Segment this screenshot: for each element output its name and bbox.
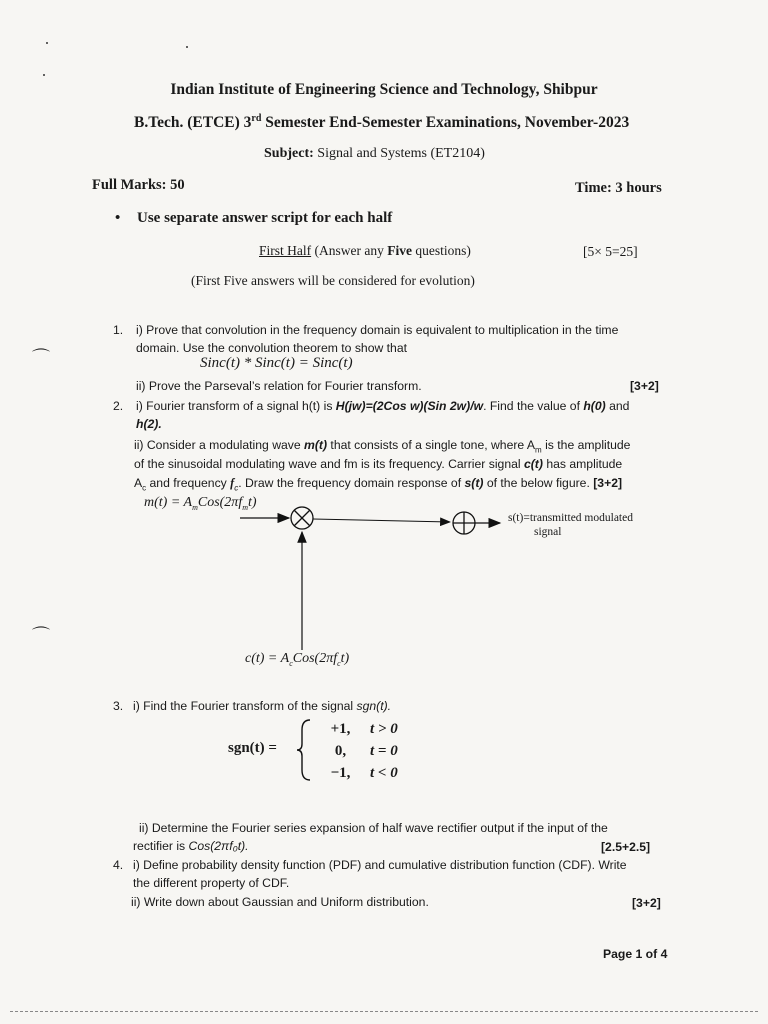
sgn-case-row: −1, t < 0 — [330, 765, 398, 781]
q4-line1: i) Define probability density function (PDF) and cumulative distribution function (CDF). Write — [133, 858, 627, 872]
q2-line2: h(2). — [136, 417, 162, 431]
q3-line2: ii) Determine the Fourier series expansion of half wave rectifier output if the input of the — [139, 821, 608, 835]
q3-number: 3. — [113, 699, 124, 713]
q3-line3: rectifier is Cos(2πf₀t). — [133, 839, 249, 853]
institute-title: Indian Institute of Engineering Science and Technology, Shibpur — [170, 81, 598, 98]
q1-marks: [3+2] — [630, 379, 659, 393]
q2-line3: ii) Consider a modulating wave m(t) that consists of a single tone, where $A_m$ is the amplitude — [134, 438, 631, 455]
first-five-note: (First Five answers will be considered for evolution) — [191, 273, 475, 288]
subject-line: Subject: Signal and Systems (ET2104) — [264, 146, 485, 161]
page-bottom-edge — [10, 1011, 758, 1012]
q2-line1: i) Fourier transform of a signal h(t) is H(jw)=(2Cos w)(Sin 2w)/w. Find the value of h(0) and — [136, 399, 630, 413]
margin-mark: ⌒ — [32, 348, 50, 368]
q1-number: 1. — [113, 323, 124, 337]
q4-line3: ii) Write down about Gaussian and Uniform distribution. — [131, 895, 429, 909]
instruction-bullet: • Use separate answer script for each half — [115, 210, 393, 226]
exam-title: B.Tech. (ETCE) 3rd Semester End-Semester Examinations, November-2023 — [134, 113, 630, 132]
sgn-lhs: sgn(t) = — [228, 740, 277, 756]
q4-number: 4. — [113, 858, 124, 872]
s-t-label: s(t)=transmitted modulated signal — [508, 512, 633, 538]
c-t-label: $c(t) = A_cCos(2\pi f_ct)$ — [245, 651, 350, 668]
q2-line4: of the sinusoidal modulating wave and fm is its frequency. Carrier signal c(t) has amplitude — [134, 457, 623, 471]
q4-line2: the different property of CDF. — [133, 876, 290, 890]
sgn-case-row: 0, t = 0 — [334, 743, 398, 759]
q3-marks: [2.5+2.5] — [601, 840, 651, 854]
q2-line5: $A_c$ and frequency $f_c$. Draw the frequency domain response of s(t) of the below figure. [3+2] — [134, 476, 623, 493]
q1-line1: i) Prove that convolution in the frequency domain is equivalent to multiplication in the time — [136, 323, 619, 337]
first-half-marks: [5× 5=25] — [583, 244, 638, 259]
adder-icon — [453, 512, 475, 534]
q1-formula: Sinc(t) * Sinc(t) = Sinc(t) — [200, 355, 353, 371]
multiplier-icon — [291, 507, 313, 529]
q1-line3: ii) Prove the Parseval’s relation for Fourier transform. — [136, 379, 422, 393]
m-t-label: $m(t) = A_mCos(2\pi f_mt)$ — [144, 495, 257, 512]
margin-mark: ⌒ — [32, 626, 50, 646]
mixer-output-arrow — [313, 519, 450, 522]
bullet-icon: • — [115, 210, 121, 226]
first-half-heading: First Half (Answer any Five questions) — [259, 243, 471, 258]
time-allowed: Time: 3 hours — [575, 180, 662, 196]
q1-line2: domain. Use the convolution theorem to show that — [136, 341, 407, 355]
sgn-cases — [313, 718, 398, 784]
left-brace-icon — [296, 718, 312, 782]
q2-number: 2. — [113, 399, 124, 413]
full-marks: Full Marks: 50 — [92, 177, 185, 193]
q3-line1: i) Find the Fourier transform of the signal sgn(t). — [133, 699, 392, 713]
page-number: Page 1 of 4 — [603, 947, 668, 961]
q4-marks: [3+2] — [632, 896, 661, 910]
sgn-case-row: +1, t > 0 — [330, 721, 398, 737]
